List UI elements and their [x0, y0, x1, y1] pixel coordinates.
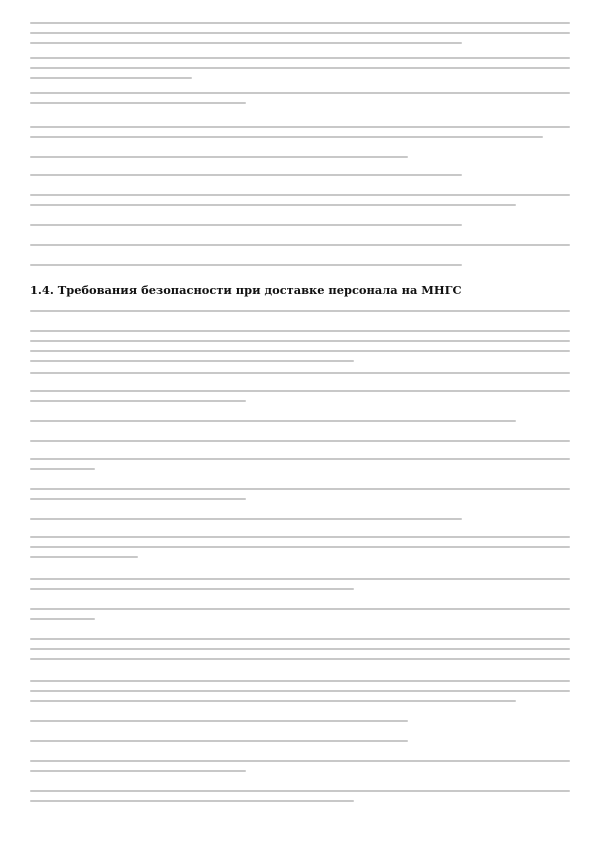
text-line [30, 98, 570, 108]
paragraph-1-3-12 [30, 240, 570, 250]
text-line [30, 574, 570, 584]
paragraph-1-4-9 [30, 532, 570, 562]
text-line [30, 28, 570, 38]
text-line [30, 356, 570, 366]
text-line [30, 604, 570, 614]
paragraph-1-4-5 [30, 416, 570, 426]
text-line [30, 676, 570, 686]
text-line [30, 736, 570, 746]
text-line [30, 514, 570, 524]
paragraph-v-raspisanii [30, 152, 570, 162]
text-line [30, 63, 570, 73]
paragraph-1-3-9 [30, 122, 570, 142]
text-line [30, 416, 570, 426]
text-line [30, 614, 570, 624]
text-line [30, 336, 570, 346]
paragraph-1-3-11 [30, 220, 570, 230]
text-line [30, 73, 570, 83]
text-line [30, 796, 570, 806]
paragraph-1-4-16 [30, 786, 570, 806]
text-line [30, 436, 570, 446]
text-line [30, 170, 570, 180]
paragraph-1-4-14 [30, 736, 570, 746]
paragraph-1-4-1 [30, 306, 570, 316]
paragraph-1-4-8 [30, 484, 570, 504]
text-line [30, 18, 570, 28]
text-line [30, 686, 570, 696]
text-line [30, 716, 570, 726]
paragraph-1-4-11 [30, 634, 570, 664]
text-line [30, 326, 570, 336]
text-line [30, 122, 570, 132]
paragraph-1-4-3 [30, 368, 570, 378]
text-line [30, 766, 570, 776]
text-line [30, 696, 570, 706]
paragraph-1-3-7 [30, 18, 570, 48]
text-line [30, 190, 570, 200]
text-line [30, 53, 570, 63]
paragraph-1-3-10 [30, 190, 570, 210]
text-line [30, 532, 570, 542]
paragraph-pri-shvartovke [30, 514, 570, 524]
text-line [30, 584, 570, 594]
text-line [30, 454, 570, 464]
paragraph-1-4-4 [30, 386, 570, 406]
text-line [30, 38, 570, 48]
text-line [30, 240, 570, 250]
text-line [30, 484, 570, 494]
paragraph-1-3-13 [30, 260, 570, 270]
section-heading: 1.4. Требования безопасности при доставке персонала на МНГС [30, 283, 462, 297]
text-line [30, 88, 570, 98]
text-line [30, 542, 570, 552]
paragraph-1-4-10 [30, 574, 570, 594]
text-line [30, 552, 570, 562]
text-line [30, 220, 570, 230]
paragraph-1-4-13 [30, 716, 570, 726]
paragraph-1-4-15 [30, 756, 570, 776]
paragraph-raspisanie [30, 170, 570, 180]
paragraph-1-3-8 [30, 53, 570, 83]
text-line [30, 386, 570, 396]
text-line [30, 786, 570, 796]
paragraph-1-4-7 [30, 454, 570, 474]
text-line [30, 152, 570, 162]
text-line [30, 634, 570, 644]
paragraph-1-4-12 [30, 676, 570, 706]
text-line [30, 200, 570, 210]
text-line [30, 132, 570, 142]
text-line [30, 644, 570, 654]
text-line [30, 654, 570, 664]
text-line [30, 494, 570, 504]
text-line [30, 260, 570, 270]
text-line [30, 306, 570, 316]
paragraph-raschet-trosov [30, 604, 570, 624]
text-line [30, 368, 570, 378]
text-line [30, 756, 570, 766]
text-line [30, 346, 570, 356]
paragraph-1-4-2 [30, 326, 570, 366]
text-line [30, 396, 570, 406]
paragraph-1-4-6 [30, 436, 570, 446]
paragraph-krome-togo [30, 88, 570, 108]
text-line [30, 464, 570, 474]
